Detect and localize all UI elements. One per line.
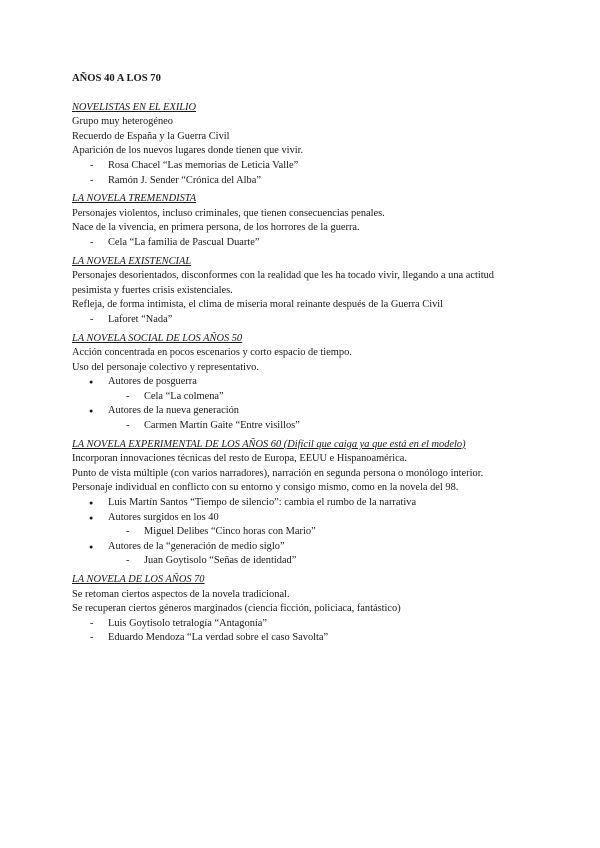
- bullet-item: ● Autores de la nueva generación: [72, 404, 532, 419]
- dash-list: [72, 159, 532, 188]
- sub-list-item: - Carmen Martín Gaite “Entre visillos”: [72, 419, 532, 434]
- bullet-list: [72, 375, 532, 433]
- paragraph: Se retoman ciertos aspectos de la novela tradicional.: [72, 588, 290, 600]
- paragraph: Punto de vista múltiple (con varios narradores), narración en segunda persona o monólogo interior.: [72, 467, 484, 479]
- paragraph: Acción concentrada en pocos escenarios y corto espacio de tiempo.: [72, 347, 352, 359]
- section: [72, 255, 532, 328]
- section-heading: LA NOVELA TREMENDISTA: [72, 193, 197, 205]
- dash-list: [72, 313, 532, 328]
- document-content: [72, 72, 532, 646]
- section-heading: LA NOVELA SOCIAL DE LOS AÑOS 50: [72, 332, 243, 344]
- list-item: - Laforet “Nada”: [72, 313, 532, 328]
- dash-list: [72, 617, 532, 646]
- section: [72, 438, 532, 569]
- section: [72, 332, 532, 434]
- list-item: - Luis Goytisolo tetralogía “Antagonía”: [72, 617, 532, 632]
- list-item: - Rosa Chacel “Las memorias de Leticia Valle”: [72, 159, 532, 174]
- dash-list: [72, 236, 532, 251]
- section: [72, 573, 532, 646]
- sub-list-item: - Juan Goytisolo “Señas de identidad”: [72, 554, 532, 569]
- sections-container: [72, 101, 532, 646]
- section-heading: LA NOVELA DE LOS AÑOS 70: [72, 574, 205, 585]
- paragraph: Recuerdo de España y la Guerra Civil: [72, 130, 230, 142]
- paragraph: Aparición de los nuevos lugares donde tienen que vivir.: [72, 145, 304, 157]
- section-heading: LA NOVELA EXPERIMENTAL DE LOS AÑOS 60 (Difícil que caiga ya que está en el modelo): [72, 438, 466, 450]
- section: [72, 101, 532, 189]
- bullet-item: ● Autores de la “generación de medio siglo”: [72, 540, 532, 555]
- paragraph: Incorporan innovaciones técnicas del resto de Europa, EEUU e Hispanoamérica.: [72, 453, 407, 465]
- bullet-item: ● Autores surgidos en los 40: [72, 511, 532, 526]
- list-item: - Cela “La familia de Pascual Duarte”: [72, 236, 532, 251]
- sub-list-item: - Miguel Delibes “Cinco horas con Mario”: [72, 525, 532, 540]
- paragraph: Grupo muy heterogéneo: [72, 116, 173, 128]
- list-item: - Ramón J. Sender “Crónica del Alba”: [72, 174, 532, 189]
- paragraph: Personajes desorientados, disconformes con la realidad que les ha tocado vivir, llegando a una actitud pesimista y fuertes crisis existenciales.: [72, 270, 495, 296]
- bullet-item: ● Autores de posguerra: [72, 375, 532, 390]
- section-heading: NOVELISTAS EN EL EXILIO: [72, 101, 197, 113]
- paragraph: Refleja, de forma intimista, el clima de miseria moral reinante después de la Guerra Civil: [72, 299, 444, 311]
- document-title: AÑOS 40 A LOS 70: [72, 73, 161, 84]
- paragraph: Nace de la vivencia, en primera persona, de los horrores de la guerra.: [72, 222, 360, 234]
- section: [72, 192, 532, 250]
- list-item: - Eduardo Mendoza “La verdad sobre el caso Savolta”: [72, 631, 532, 646]
- paragraph: Personajes violentos, incluso criminales, que tienen consecuencias penales.: [72, 207, 385, 219]
- sub-list-item: - Cela “La colmena”: [72, 390, 532, 405]
- paragraph: Uso del personaje colectivo y representativo.: [72, 361, 259, 373]
- bullet-item: ● Luis Martín Santos “Tiempo de silencio”: cambia el rumbo de la narrativa: [72, 496, 532, 511]
- section-heading: LA NOVELA EXISTENCIAL: [72, 255, 192, 267]
- paragraph: Personaje individual en conflicto con su entorno y consigo mismo, como en la novela del 98.: [72, 482, 459, 494]
- paragraph: Se recuperan ciertos géneros marginados (ciencia ficción, policiaca, fantástico): [72, 603, 401, 615]
- bullet-list: [72, 496, 532, 569]
